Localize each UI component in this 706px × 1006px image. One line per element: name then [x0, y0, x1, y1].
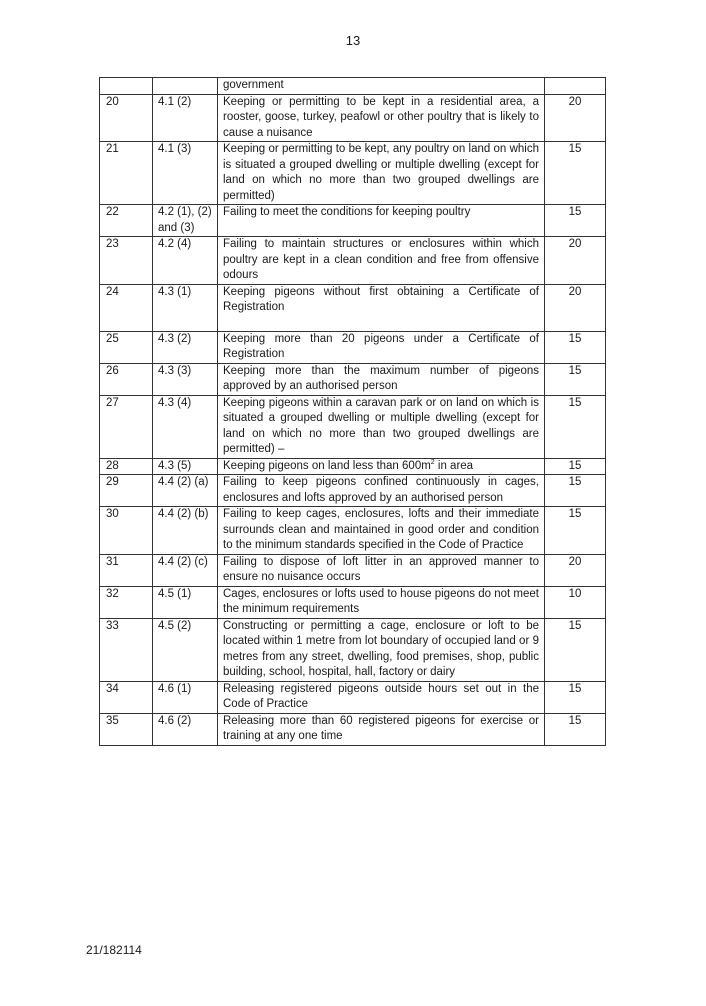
clause-cell: 4.3 (5) — [153, 458, 218, 475]
table-row — [100, 94, 606, 142]
item-number-cell: 24 — [100, 284, 153, 331]
offence-description-cell: Failing to dispose of loft litter in an approved manner to ensure no nuisance occurs — [218, 554, 545, 586]
table-row — [100, 395, 606, 458]
penalty-units-cell: 20 — [545, 284, 606, 331]
penalty-units-cell: 15 — [545, 713, 606, 745]
document-reference: 21/182114 — [86, 943, 142, 957]
offences-table — [99, 77, 606, 746]
item-number-cell: 34 — [100, 681, 153, 713]
penalty-units-cell: 10 — [545, 586, 606, 618]
clause-cell: 4.3 (2) — [153, 331, 218, 363]
table-row — [100, 458, 606, 475]
penalty-units-cell: 15 — [545, 618, 606, 681]
clause-cell: 4.5 (1) — [153, 586, 218, 618]
table-row — [100, 331, 606, 363]
clause-cell: 4.5 (2) — [153, 618, 218, 681]
penalty-units-cell: 15 — [545, 142, 606, 205]
item-number-cell: 29 — [100, 475, 153, 507]
clause-cell — [153, 78, 218, 95]
item-number-cell: 31 — [100, 554, 153, 586]
item-number-cell: 22 — [100, 205, 153, 237]
offence-description-cell: Keeping or permitting to be kept, any poultry on land on which is situated a grouped dwelling or multiple dwelling (except for land on which no more than two grouped dwellings are permitted) — [218, 142, 545, 205]
offence-description-cell: Keeping more than the maximum number of pigeons approved by an authorised person — [218, 363, 545, 395]
penalty-units-cell — [545, 78, 606, 95]
offence-description-cell: Constructing or permitting a cage, enclosure or loft to be located within 1 metre from lot boundary of occupied land or 9 metres from any street, dwelling, food premises, shop, public building, school, hospital, hall, factory or dairy — [218, 618, 545, 681]
offence-description-cell — [218, 458, 545, 475]
offence-description-cell: Keeping pigeons without first obtaining a Certificate of Registration — [218, 284, 545, 331]
offence-description-cell: Failing to keep cages, enclosures, lofts and their immediate surrounds clean and maintained in good order and condition to the minimum standards specified in the Code of Practice — [218, 507, 545, 555]
penalty-units-cell: 15 — [545, 331, 606, 363]
penalty-units-cell: 15 — [545, 363, 606, 395]
clause-cell: 4.4 (2) (b) — [153, 507, 218, 555]
clause-cell: 4.3 (4) — [153, 395, 218, 458]
table-row — [100, 586, 606, 618]
penalty-units-cell: 20 — [545, 94, 606, 142]
penalty-units-cell: 15 — [545, 458, 606, 475]
offence-description-cell: Failing to maintain structures or enclosures within which poultry are kept in a clean condition and free from offensive odours — [218, 237, 545, 285]
item-number-cell: 33 — [100, 618, 153, 681]
clause-cell: 4.3 (1) — [153, 284, 218, 331]
clause-cell: 4.3 (3) — [153, 363, 218, 395]
table-row — [100, 713, 606, 745]
offence-description-cell: Failing to keep pigeons confined continuously in cages, enclosures and lofts approved by an authorised person — [218, 475, 545, 507]
penalty-units-cell: 15 — [545, 507, 606, 555]
clause-cell: 4.1 (3) — [153, 142, 218, 205]
item-number-cell: 30 — [100, 507, 153, 555]
penalty-units-cell: 15 — [545, 395, 606, 458]
offence-description-cell: Releasing more than 60 registered pigeons for exercise or training at any one time — [218, 713, 545, 745]
item-number-cell — [100, 78, 153, 95]
item-number-cell: 27 — [100, 395, 153, 458]
table-row — [100, 618, 606, 681]
clause-cell: 4.2 (1), (2) and (3) — [153, 205, 218, 237]
table-row — [100, 237, 606, 285]
table-row — [100, 554, 606, 586]
offence-description-cell: Keeping more than 20 pigeons under a Certificate of Registration — [218, 331, 545, 363]
item-number-cell: 35 — [100, 713, 153, 745]
offence-description-cell: Releasing registered pigeons outside hours set out in the Code of Practice — [218, 681, 545, 713]
table-row — [100, 681, 606, 713]
clause-cell: 4.1 (2) — [153, 94, 218, 142]
penalty-units-cell: 15 — [545, 681, 606, 713]
item-number-cell: 21 — [100, 142, 153, 205]
item-number-cell: 20 — [100, 94, 153, 142]
page-number: 13 — [345, 33, 361, 48]
table-row — [100, 284, 606, 331]
offence-description-cell: Keeping or permitting to be kept in a residential area, a rooster, goose, turkey, peafowl or other poultry that is likely to cause a nuisance — [218, 94, 545, 142]
table-row — [100, 142, 606, 205]
clause-cell: 4.6 (2) — [153, 713, 218, 745]
clause-cell: 4.4 (2) (a) — [153, 475, 218, 507]
table-row — [100, 205, 606, 237]
item-number-cell: 23 — [100, 237, 153, 285]
item-number-cell: 25 — [100, 331, 153, 363]
table-row — [100, 507, 606, 555]
offence-description-cell: Failing to meet the conditions for keeping poultry — [218, 205, 545, 237]
offence-description-cell: Keeping pigeons within a caravan park or on land on which is situated a grouped dwelling or multiple dwelling (except for land on which no more than two grouped dwellings are permitted) – — [218, 395, 545, 458]
penalty-units-cell: 15 — [545, 205, 606, 237]
description-text: Keeping pigeons on land less than 600m — [223, 459, 431, 472]
description-text-tail: in area — [434, 459, 474, 472]
table-row — [100, 78, 606, 95]
penalty-units-cell: 20 — [545, 237, 606, 285]
table-row — [100, 363, 606, 395]
offence-description-cell: Cages, enclosures or lofts used to house pigeons do not meet the minimum requirements — [218, 586, 545, 618]
penalty-units-cell: 15 — [545, 475, 606, 507]
penalty-units-cell: 20 — [545, 554, 606, 586]
table-row — [100, 475, 606, 507]
item-number-cell: 28 — [100, 458, 153, 475]
item-number-cell: 26 — [100, 363, 153, 395]
clause-cell: 4.4 (2) (c) — [153, 554, 218, 586]
superscript-exponent: 2 — [430, 458, 435, 466]
offence-description-cell: government — [218, 78, 545, 95]
item-number-cell: 32 — [100, 586, 153, 618]
clause-cell: 4.2 (4) — [153, 237, 218, 285]
clause-cell: 4.6 (1) — [153, 681, 218, 713]
